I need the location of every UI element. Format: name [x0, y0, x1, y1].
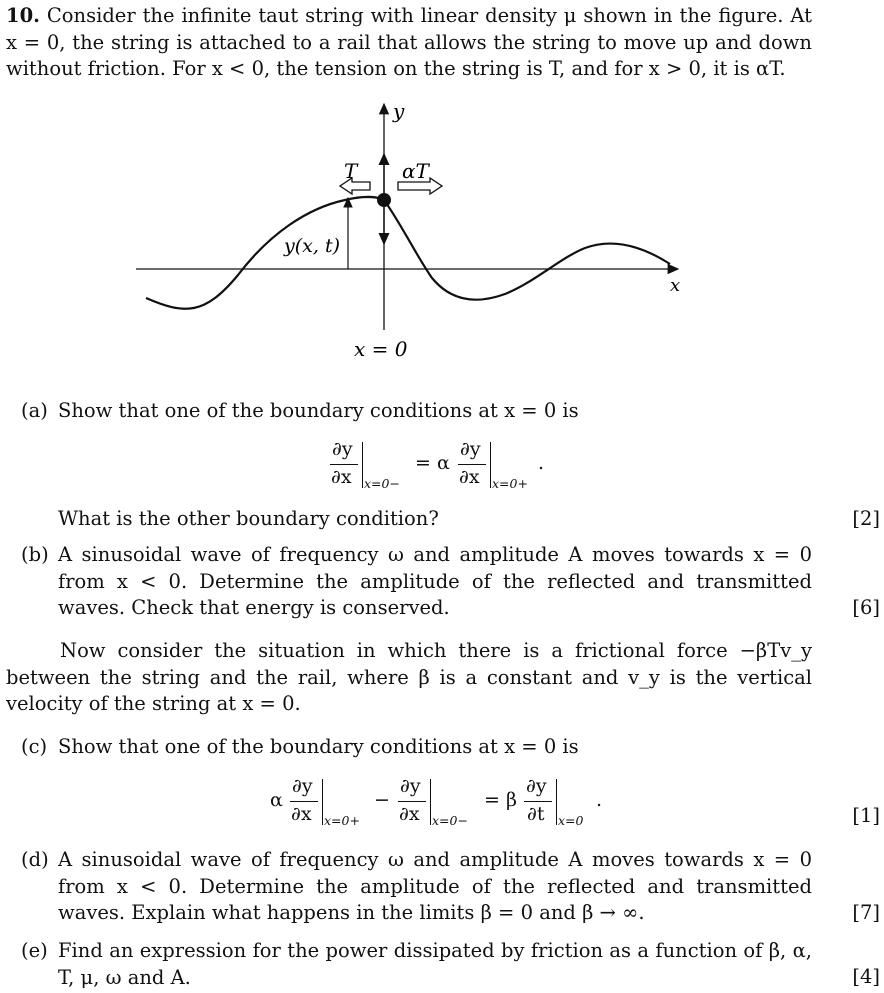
part-b-label: (b) [21, 543, 49, 566]
eq-c-t3-sub: x=0 [558, 813, 584, 828]
eq-c-t2-bar [398, 801, 426, 802]
eq-c-t3-evalbar [556, 779, 557, 825]
part-c-marks: [1] [852, 804, 880, 827]
eq-c-end: . [596, 789, 603, 811]
part-d-text: A sinusoidal wave of frequency ω and amplitude A moves towards x = 0 from x < 0. Determine the amplitude of the reflected and transmitted waves. Explain what happens in the limits β = 0 and β → ∞. [58, 848, 812, 924]
part-e-marks: [4] [852, 965, 880, 988]
eq-c-t3-bar [524, 801, 552, 802]
eq-a-rhs-num: ∂y [460, 438, 481, 460]
eq-c-t2-den: ∂x [399, 803, 420, 825]
part-a-text: Show that one of the boundary conditions at x = 0 is [58, 399, 579, 422]
eq-a-rhs-bar [458, 464, 486, 465]
friction-paragraph: Now consider the situation in which there is a frictional force −βTv_y between the string and the rail, where β is a constant and v_y is the vertical velocity of the string at x = 0. [6, 639, 812, 715]
eq-c-t1-den: ∂x [291, 803, 312, 825]
displacement-label: y(x, t) [284, 235, 340, 257]
eq-c-coef: α [270, 789, 283, 811]
problem-intro-text: Consider the infinite taut string with linear density μ shown in the figure. At x = 0, the string is attached to a rail that allows the string to move up and down without friction. For x < 0, the tension on the string is T, and for x > 0, it is αT. [6, 4, 812, 80]
eq-a-rhs-den: ∂x [459, 466, 480, 488]
eq-a-rhs-evalbar [490, 442, 491, 488]
part-a-question: What is the other boundary condition? [58, 507, 439, 530]
eq-a-lhs-den: ∂x [331, 466, 352, 488]
part-c-equation [270, 775, 610, 835]
part-a-label: (a) [21, 399, 48, 422]
problem-intro [6, 3, 812, 83]
part-e-text: Find an expression for the power dissipated by friction as a function of β, α, T, μ, ω and A. [58, 939, 812, 989]
string-wave [146, 197, 670, 309]
tension-left-label: T [344, 159, 358, 183]
eq-c-t2-evalbar [430, 779, 431, 825]
origin-label: x = 0 [354, 337, 408, 361]
eq-c-t1-evalbar [322, 779, 323, 825]
part-e-label: (e) [21, 939, 48, 962]
problem-number: 10. [6, 4, 40, 27]
eq-a-lhs-num: ∂y [332, 438, 353, 460]
part-d-marks: [7] [852, 901, 880, 924]
eq-c-minus: − [374, 789, 390, 811]
part-c-label: (c) [21, 735, 48, 758]
rail-attachment-dot [377, 193, 391, 207]
eq-c-t2-sub: x=0− [432, 813, 468, 828]
eq-c-t3-den: ∂t [527, 803, 545, 825]
eq-a-op: = α [415, 452, 450, 474]
x-axis-label: x [670, 275, 681, 296]
part-a-equation [330, 438, 550, 498]
eq-c-t3-num: ∂y [526, 775, 547, 797]
eq-c-t2-num: ∂y [400, 775, 421, 797]
y-axis-label: y [393, 99, 405, 123]
eq-c-op: = β [484, 789, 517, 811]
part-b-text: A sinusoidal wave of frequency ω and amplitude A moves towards x = 0 from x < 0. Determine the amplitude of the reflected and transmitted waves. Check that energy is conserved. [58, 543, 812, 619]
eq-c-t1-num: ∂y [292, 775, 313, 797]
eq-a-lhs-sub: x=0− [364, 476, 400, 491]
part-a-marks: [2] [852, 507, 880, 530]
eq-a-lhs-evalbar [362, 442, 363, 488]
part-c-text: Show that one of the boundary conditions at x = 0 is [58, 735, 579, 758]
eq-c-t1-sub: x=0+ [324, 813, 360, 828]
eq-c-t1-bar [290, 801, 318, 802]
part-b-marks: [6] [852, 596, 880, 619]
eq-a-end: . [538, 452, 545, 474]
tension-right-label: αT [402, 159, 429, 183]
eq-a-lhs-bar [330, 464, 358, 465]
part-d-label: (d) [21, 848, 49, 871]
eq-a-rhs-sub: x=0+ [492, 476, 528, 491]
